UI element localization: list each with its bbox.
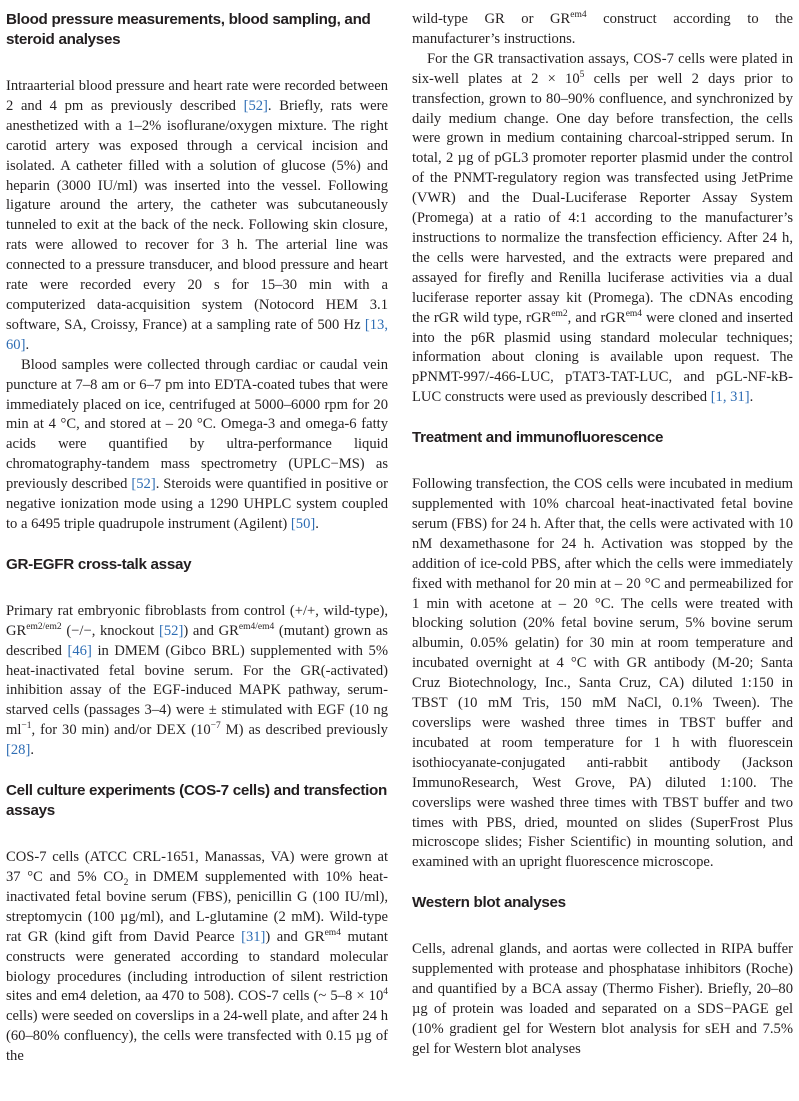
citation-link[interactable]: [31] xyxy=(241,928,266,945)
heading-cell-culture: Cell culture experiments (COS-7 cells) and transfection assays xyxy=(6,782,388,820)
citation-link[interactable]: [46] xyxy=(67,642,92,659)
heading-treatment: Treatment and immunofluorescence xyxy=(412,429,664,447)
citation-link[interactable]: [1, 31] xyxy=(710,389,750,406)
citation-link[interactable]: [52] xyxy=(159,622,184,639)
paragraph-cell-culture: COS-7 cells (ATCC CRL-1651, Manassas, VA) were grown at 37 °C and 5% $CO_2$ in DMEM supplemented with 10% heat-inactivated fetal bovine serum (FBS), penicillin G (100 IU/ml), streptomycin (100 µg/ml), and L-glutamine (2 mM). Wild-type rat GR (kind gift from David Pearce [31]) and $GR^{em4}$ mutant constructs were generated according to standard molecular biology procedures (including introduction of silent restriction sites and em4 deletion, aa 470 to 508). COS-7 cells (~ $5-8 \times 10^4$ cells) were seeded on coverslips in a 24-well plate, and after 24 h (60–80% confluency), the cells were transfected with 0.15 µg of the xyxy=(6,849,388,1065)
left-column xyxy=(6,10,388,1067)
paragraph-blood-pressure-1: Intraarterial blood pressure and heart rate were recorded between 2 and 4 pm as previously described [52]. Briefly, rats were anesthetized with a 1–2% isoflurane/oxygen mixture. The right carotid artery was exposed through a cervical incision and isolated. A catheter filled with a solution of glucose (5%) and heparin (3000 IU/ml) was inserted into the vessel. Following ligature around the artery, the catheter was subcutaneously tunneled to exit at the back of the neck. Following skin closure, rats were allowed to recover for 3 h. The arterial line was connected to a pressure transducer, and blood pressure and heart rate were recorded every 20 s for 15–30 min with a computerized data-acquisition system (Notocord HEM 3.1 software, SA, Croissy, France) at a sampling rate of 500 Hz [13, 60]. xyxy=(6,78,388,353)
heading-blood-pressure: Blood pressure measurements, blood sampling, and steroid analyses xyxy=(6,11,371,48)
paragraph-western-blot: Cells, adrenal glands, and aortas were collected in RIPA buffer supplemented with protease and phosphatase inhibitors (Roche) and quantified by a BCA assay (Thermo Fisher). Briefly, 20–80 µg of protein was loaded and separated on a SDS−PAGE gel (10% gradient gel for Western blot analysis for sEH and 7.5% gel for Western blot analyses xyxy=(412,941,793,1057)
paragraph-blood-sampling: Blood samples were collected through cardiac or caudal vein puncture at 7–8 am or 6–7 pm into EDTA-coated tubes that were immediately placed on ice, centrifuged at 5000–6000 rpm for 20 min at 4 °C, and stored at – 20 °C. Omega-3 and omega-6 fatty acids were quantified by ultra-performance liquid chromatography-tandem mass spectrometry (UPLC−MS) as previously described [52]. Steroids were quantified in positive or negative ionization mode using a 1290 UHPLC system coupled to a 6495 triple quadrupole instrument (Agilent) [50]. xyxy=(6,356,388,532)
citation-link[interactable]: [52] xyxy=(243,97,268,114)
citation-link[interactable]: [28] xyxy=(6,742,31,759)
citation-link[interactable]: [13, 60] xyxy=(6,316,388,353)
heading-western-blot: Western blot analyses xyxy=(412,894,566,912)
paragraph-gr-egfr: Primary rat embryonic fibroblasts from control (+/+, wild-type), $GR^{em2/em2}$ (−/−, knockout [52]) and $GR^{em4/em4}$ (mutant) grown as described [46] in DMEM (Gibco BRL) supplemented with 5% heat-inactivated fetal bovine serum. For the GR(-activated) inhibition assay of the EGF-induced MAPK pathway, serum-starved cells (passages 3–4) were ± stimulated with EGF (10 ng $ml^{-1}$, for 30 min) and/or DEX ($10^{-7}$ M) as described previously [28]. xyxy=(6,602,388,759)
right-column xyxy=(412,10,793,1060)
paragraph-transactivation: For the GR transactivation assays, COS-7 cells were plated in six-well plates at $2 \times 10^5$ cells per well 2 days prior to transfection, grown to 80–90% confluence, and synchronized by daily medium change. One day before transfection, the cells were grown in medium containing charcoal-stripped serum. In total, 2 µg of pGL3 promoter reporter plasmid under the control of the PNMT-regulatory region was transfected using JetPrime (VWR) and the Dual-Luciferase Reporter Assay System (Promega) at a ratio of 4:1 according to the manufacturer’s instructions to normalize the transfection efficiency. After 24 h, the cells were harvested, and the extracts were prepared and assayed for firefly and Renilla luciferase activities via a dual luciferase reporter assay kit (Promega). The cDNAs encoding the rGR wild type, rGR$^{em2}$, and rGR$^{em4}$ were cloned and inserted into the p6R plasmid using standard molecular techniques; information about cloning is available upon request. The pPNMT-997/-466-LUC, pTAT3-TAT-LUC, and pGL-NF-kB-LUC constructs were used as previously described [1, 31]. xyxy=(412,50,793,406)
paragraph-treatment: Following transfection, the COS cells were incubated in medium supplemented with 10% charcoal heat-inactivated fetal bovine serum (FBS) for 24 h. After that, the cells were activated with 10 nM dexamethasone for 24 h. Activation was stopped by the addition of ice-cold PBS, after which the cells were immediately fixed with methanol for 20 min at – 20 °C and permeabilized for 1 min with acetone at – 20 °C. The cells were treated with blocking solution (20% fetal bovine serum, 5% bovine serum albumin, 0.05% gelatin) for 30 min at room temperature and incubated overnight at 4 °C with GR antibody (M-20; Santa Cruz Biotechnology, Inc., Santa Cruz, CA) diluted 1:150 in TBST (10 mM Tris, 150 mM NaCl, 0.1% Tween). The coverslips were washed three times in TBST buffer and incubated at room temperature for 1 h with fluorescein isothiocyanate-conjugated anti-rabbit antibody (Jackson ImmunoResearch, West Grove, PA) diluted 1:100. The coverslips were washed three times with TBST buffer and two times with PBS, dried, mounted on slides (SuperFrost Plus microscope slides; Fisher Scientific) in mounting solution, and examined with an upright fluorescence microscope. xyxy=(412,476,793,871)
paragraph-cell-culture-continued: wild-type GR or $GR^{em4}$ construct according to the manufacturer’s instructions. xyxy=(412,10,793,47)
citation-link[interactable]: [52] xyxy=(131,476,156,493)
citation-link[interactable]: [50] xyxy=(290,515,316,532)
heading-gr-egfr: GR-EGFR cross-talk assay xyxy=(6,555,192,573)
